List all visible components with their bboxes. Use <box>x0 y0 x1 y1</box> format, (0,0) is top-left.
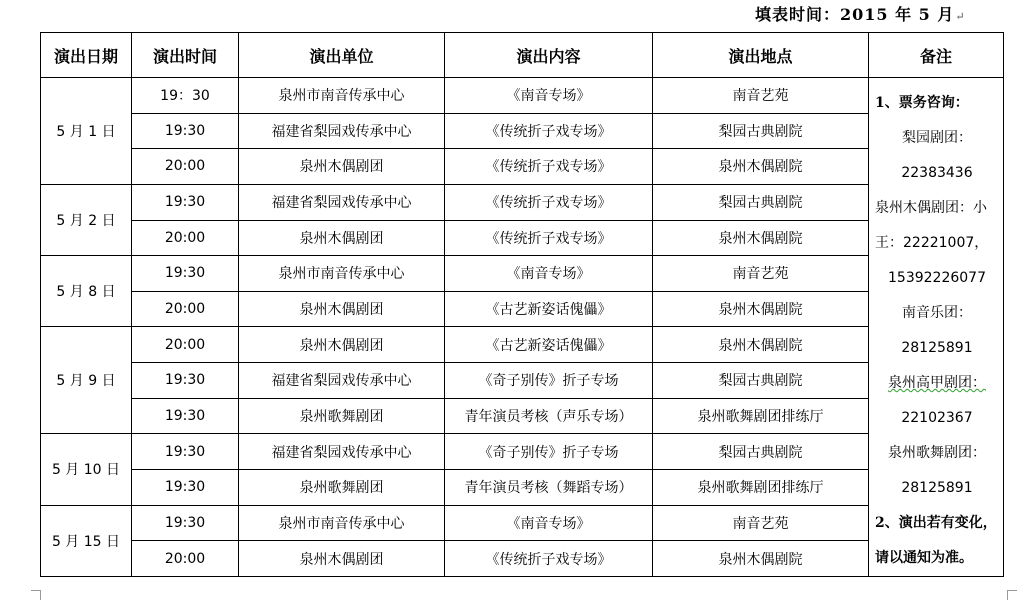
venue-cell: 泉州木偶剧院 <box>653 327 869 363</box>
time-cell: 19：30 <box>132 78 239 114</box>
table-row <box>41 398 1004 434</box>
venue-cell: 梨园古典剧院 <box>653 113 869 149</box>
note-nanyin-phone: 28125891 <box>901 340 973 356</box>
unit-cell: 泉州木偶剧团 <box>239 291 445 327</box>
time-cell: 20:00 <box>132 220 239 256</box>
unit-cell: 福建省梨园戏传承中心 <box>239 113 445 149</box>
time-cell: 20:00 <box>132 541 239 577</box>
venue-cell: 泉州歌舞剧团排练厅 <box>653 470 869 506</box>
venue-cell: 梨园古典剧院 <box>653 184 869 220</box>
time-cell: 20:00 <box>132 291 239 327</box>
unit-cell: 福建省梨园戏传承中心 <box>239 184 445 220</box>
page-corner-mark-left <box>31 590 41 600</box>
venue-cell: 泉州木偶剧院 <box>653 541 869 577</box>
unit-cell: 泉州歌舞剧团 <box>239 470 445 506</box>
notes-cell <box>869 78 1004 577</box>
time-cell: 19:30 <box>132 434 239 470</box>
note-nanyin-label: 南音乐团： <box>902 305 972 321</box>
table-row <box>41 220 1004 256</box>
content-cell: 《古艺新姿话傀儡》 <box>445 291 653 327</box>
date-cell: 5 月 10 日 <box>41 434 132 505</box>
table-row <box>41 78 1004 114</box>
unit-cell: 泉州木偶剧团 <box>239 541 445 577</box>
note-gewu-phone: 28125891 <box>901 480 973 496</box>
venue-cell: 泉州木偶剧院 <box>653 220 869 256</box>
content-cell: 《南音专场》 <box>445 505 653 541</box>
note-muou-label: 泉州木偶剧团：小 <box>875 200 987 216</box>
time-cell: 19:30 <box>132 505 239 541</box>
table-row <box>41 505 1004 541</box>
table-row <box>41 363 1004 399</box>
content-cell: 《奇子别传》折子专场 <box>445 363 653 399</box>
table-row <box>41 327 1004 363</box>
table-row <box>41 113 1004 149</box>
venue-cell: 南音艺苑 <box>653 256 869 292</box>
note-liyuan-label: 梨园剧团： <box>902 130 972 146</box>
content-cell: 《传统折子戏专场》 <box>445 541 653 577</box>
time-cell: 19:30 <box>132 363 239 399</box>
time-cell: 20:00 <box>132 327 239 363</box>
header-unit: 演出单位 <box>239 33 445 78</box>
note-change-line2: 请以通知为准。 <box>875 550 973 566</box>
content-cell: 《奇子别传》折子专场 <box>445 434 653 470</box>
venue-cell: 南音艺苑 <box>653 78 869 114</box>
date-cell: 5 月 2 日 <box>41 184 132 255</box>
date-cell: 5 月 8 日 <box>41 256 132 327</box>
date-cell: 5 月 1 日 <box>41 78 132 185</box>
table-row <box>41 184 1004 220</box>
table-row <box>41 291 1004 327</box>
date-cell: 5 月 15 日 <box>41 505 132 576</box>
unit-cell: 泉州木偶剧团 <box>239 149 445 185</box>
unit-cell: 福建省梨园戏传承中心 <box>239 434 445 470</box>
content-cell: 青年演员考核（声乐专场） <box>445 398 653 434</box>
unit-cell: 福建省梨园戏传承中心 <box>239 363 445 399</box>
fill-time-label: 填表时间：2015 年 5 月↵ <box>755 5 966 24</box>
unit-cell: 泉州木偶剧团 <box>239 220 445 256</box>
content-cell: 青年演员考核（舞蹈专场） <box>445 470 653 506</box>
header-notes: 备注 <box>869 33 1004 78</box>
table-row <box>41 470 1004 506</box>
note-muou-mobile: 15392226077 <box>888 270 986 286</box>
content-cell: 《传统折子戏专场》 <box>445 220 653 256</box>
venue-cell: 泉州木偶剧院 <box>653 149 869 185</box>
note-change-line1: 2、演出若有变化， <box>875 515 997 531</box>
venue-cell: 梨园古典剧院 <box>653 434 869 470</box>
content-cell: 《南音专场》 <box>445 78 653 114</box>
note-gaojia-phone: 22102367 <box>901 410 973 426</box>
header-date: 演出日期 <box>41 33 132 78</box>
venue-cell: 泉州木偶剧院 <box>653 291 869 327</box>
time-cell: 19:30 <box>132 256 239 292</box>
unit-cell: 泉州歌舞剧团 <box>239 398 445 434</box>
content-cell: 《传统折子戏专场》 <box>445 184 653 220</box>
time-cell: 20:00 <box>132 149 239 185</box>
venue-cell: 梨园古典剧院 <box>653 363 869 399</box>
unit-cell: 泉州市南音传承中心 <box>239 256 445 292</box>
unit-cell: 泉州木偶剧团 <box>239 327 445 363</box>
performance-schedule-table <box>40 32 1004 577</box>
page-corner-mark-right <box>1007 590 1017 600</box>
table-header-row <box>41 33 1004 78</box>
table-row <box>41 149 1004 185</box>
paragraph-mark-icon: ↵ <box>955 10 966 23</box>
note-gewu-label: 泉州歌舞剧团： <box>888 445 986 461</box>
table-row <box>41 541 1004 577</box>
content-cell: 《传统折子戏专场》 <box>445 149 653 185</box>
table-row <box>41 434 1004 470</box>
note-ticket-title: 1、票务咨询： <box>875 95 969 111</box>
header-time: 演出时间 <box>132 33 239 78</box>
table-row <box>41 256 1004 292</box>
unit-cell: 泉州市南音传承中心 <box>239 78 445 114</box>
header-content: 演出内容 <box>445 33 653 78</box>
time-cell: 19:30 <box>132 184 239 220</box>
note-muou-contact: 王：22221007， <box>875 235 989 251</box>
content-cell: 《古艺新姿话傀儡》 <box>445 327 653 363</box>
time-cell: 19:30 <box>132 398 239 434</box>
venue-cell: 南音艺苑 <box>653 505 869 541</box>
time-cell: 19:30 <box>132 113 239 149</box>
header-venue: 演出地点 <box>653 33 869 78</box>
content-cell: 《南音专场》 <box>445 256 653 292</box>
unit-cell: 泉州市南音传承中心 <box>239 505 445 541</box>
venue-cell: 泉州歌舞剧团排练厅 <box>653 398 869 434</box>
content-cell: 《传统折子戏专场》 <box>445 113 653 149</box>
time-cell: 19:30 <box>132 470 239 506</box>
note-gaojia-label: 泉州高甲剧团： <box>888 375 986 391</box>
note-liyuan-phone: 22383436 <box>901 165 973 181</box>
date-cell: 5 月 9 日 <box>41 327 132 434</box>
